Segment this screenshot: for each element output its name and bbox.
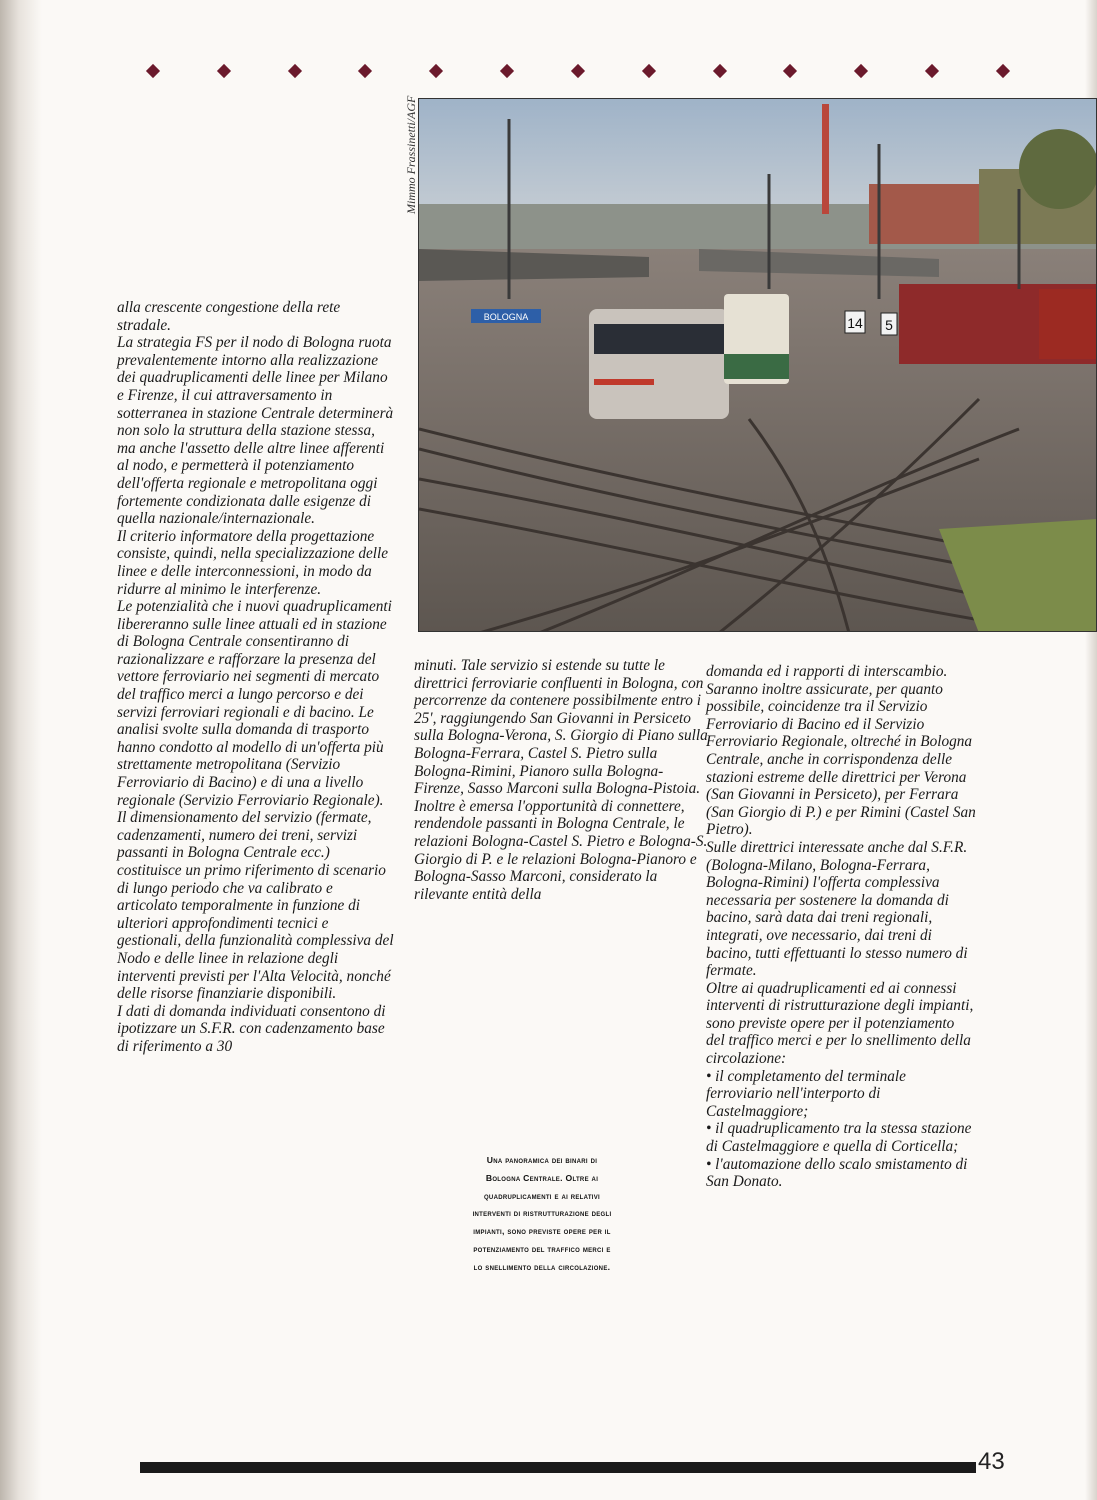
photo-illustration (419, 99, 1097, 632)
ornament-diamond (571, 64, 585, 78)
ornament-diamond (642, 64, 656, 78)
photo-caption: Una panoramica dei binari di Bologna Centrale. Oltre ai quadruplicamenti e ai relativi interventi di ristrutturazione degli impianti, sono previste opere per il potenziamento del traffico merci e lo snellimento della circolazione. (472, 1155, 612, 1272)
train-yard-photo (418, 98, 1097, 632)
ornament-diamond (854, 64, 868, 78)
paragraph: Sulle direttrici interessate anche dal S.F.R. (Bologna-Milano, Bologna-Ferrara, Bologna-Rimini) l'offerta complessiva necessaria per sostenere la domanda di bacino, sarà data dai treni regionali, integrati, ove necessario, dai treni di bacino, tutti effettuanti lo stesso numero di fermate. (706, 838, 968, 980)
paragraph: domanda ed i rapporti di interscambio. Saranno inoltre assicurate, per quanto possibile, coincidenze tra il Servizio Ferroviario di Bacino ed il Servizio Ferroviario Regionale, oltreché in Bologna Centrale, anche in corrispondenza delle stazioni estreme delle direttrici per Verona (San Giovanni in Persiceto), per Ferrara (San Giorgio di P.) e per Rimini (Castel San Pietro). (706, 663, 976, 839)
ornament-diamond (429, 64, 443, 78)
ornament-diamond (217, 64, 231, 78)
ornament-row (148, 60, 1008, 82)
footer-rule (140, 1462, 976, 1473)
platform-sign-b: 5 (885, 317, 893, 333)
binding-shadow (0, 0, 42, 1500)
paragraph: • l'automazione dello scalo smistamento di San Donato. (706, 1155, 968, 1191)
ornament-diamond (783, 64, 797, 78)
ornament-diamond (996, 64, 1010, 78)
paragraph: minuti. Tale servizio si estende su tutte le direttrici ferroviarie confluenti in Bologna, con percorrenze da contenere possibilmente entro i 25', raggiungendo San Giovanni in Persiceto sulla Bologna-Verona, S. Giorgio di Piano sulla Bologna-Ferrara, Castel S. Pietro sulla Bologna-Rimini, Pianoro sulla Bologna-Firenze, Sasso Marconi sulla Bologna-Pistoia. (414, 657, 708, 798)
text-column-3 (706, 663, 976, 1191)
ornament-diamond (925, 64, 939, 78)
paragraph: • il completamento del terminale ferroviario nell'interporto di Castelmaggiore; (706, 1067, 906, 1120)
paragraph: alla crescente congestione della rete stradale. (117, 299, 341, 334)
text-column-2 (414, 657, 712, 903)
paragraph: Il criterio informatore della progettazione consiste, quindi, nella specializzazione delle linee e delle interconnessioni, in modo da ridurre al minimo le interferenze. (117, 527, 389, 598)
text-column-1 (117, 299, 395, 1056)
ornament-diamond (146, 64, 160, 78)
paragraph: I dati di domanda individuati consentono di ipotizzare un S.F.R. con cadenzamento base di riferimento a 30 (117, 1002, 386, 1055)
photo-credit: Mimmo Frassinetti/AGF (404, 95, 418, 214)
station-sign-text: BOLOGNA (483, 312, 529, 322)
paragraph: Il dimensionamento del servizio (fermate, cadenzamenti, numero dei treni, servizi passanti in Bologna Centrale ecc.) costituisce un primo riferimento di scenario di lungo periodo che va calibrato e articolato temporalmente in funzione di ulteriori approfondimenti tecnici e gestionali, della funzionalità complessiva del Nodo e delle linee in relazione degli interventi previsti per l'Alta Velocità, nonché delle risorse finanziarie disponibili. (117, 809, 394, 1003)
ornament-diamond (500, 64, 514, 78)
page-number: 43 (978, 1448, 1005, 1475)
paragraph: • il quadruplicamento tra la stessa stazione di Castelmaggiore e quella di Corticella; (706, 1120, 972, 1156)
paragraph: Oltre ai quadruplicamenti ed ai connessi interventi di ristrutturazione degli impianti, sono previste opere per il potenziamento del traffico merci e per lo snellimento della circolazione: (706, 979, 974, 1068)
ornament-diamond (713, 64, 727, 78)
paragraph: Inoltre è emersa l'opportunità di connettere, rendendole passanti in Bologna Centrale, le relazioni Bologna-Castel S. Pietro e Bologna-S. Giorgio di P. e le relazioni Bologna-Pianoro e Bologna-Sasso Marconi, considerato la rilevante entità della (414, 797, 708, 903)
paragraph: Le potenzialità che i nuovi quadruplicamenti libereranno sulle linee attuali ed in stazione di Bologna Centrale consentiranno di razionalizzare e rafforzare la presenza del vettore ferroviario nei segmenti di mercato del traffico merci a lungo percorso e dei servizi ferroviari regionali e di bacino. Le analisi svolte sulla domanda di trasporto hanno condotto al modello di un'offerta più strettamente metropolitana (Servizio Ferroviario di Bacino) e di una a livello regionale (Servizio Ferroviario Regionale). (117, 598, 392, 809)
ornament-diamond (288, 64, 302, 78)
platform-sign-a: 14 (847, 315, 863, 331)
paragraph: La strategia FS per il nodo di Bologna ruota prevalentemente intorno alla realizzazione dei quadruplicamenti delle linee per Milano e Firenze, il cui attraversamento in sotterranea in stazione Centrale determinerà non solo la struttura della stazione stessa, ma anche l'assetto delle altre linee afferenti al nodo, e permetterà il potenziamento dell'offerta regionale e metropolitana oggi fortemente condizionata dalle esigenze di quella nazionale/internazionale. (117, 334, 394, 528)
ornament-diamond (358, 64, 372, 78)
